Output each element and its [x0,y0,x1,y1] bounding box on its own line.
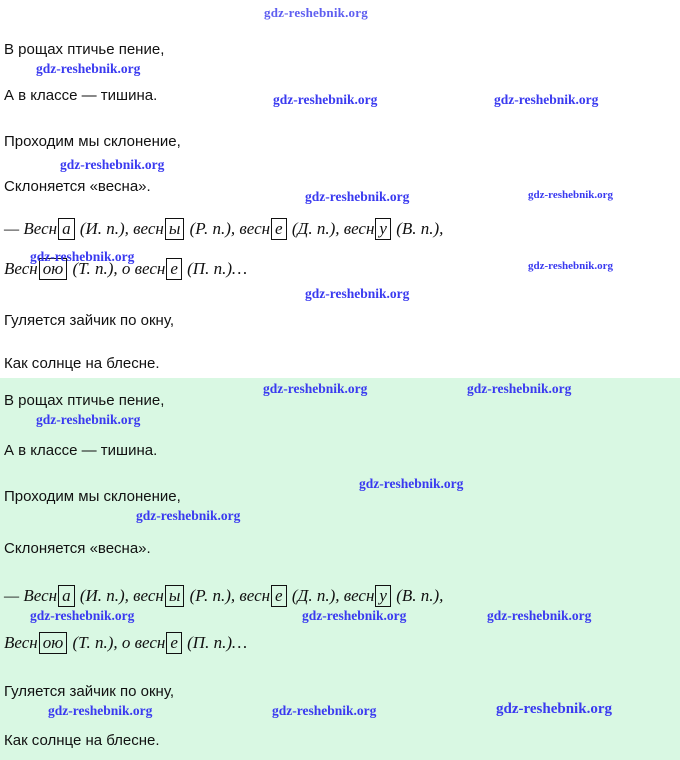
watermark: gdz-reshebnik.org [487,608,592,623]
ending-box: е [166,258,182,280]
poem-line: В рощах птичье пение, [4,392,165,409]
answer-prefix: — Весн [4,219,58,238]
ending-box: а [58,218,75,240]
closing-line: Гуляется зайчик по окну, [4,683,175,700]
ending-box: ою [39,632,68,654]
watermark: gdz-reshebnik.org [528,260,614,272]
poem-line: В рощах птичье пение, [4,41,165,58]
answer-mid: (Д. п.), весн [287,586,375,605]
answer-suffix: (П. п.)… [182,633,248,652]
top-watermark: gdz-reshebnik.org [264,5,368,20]
answer-mid: (Д. п.), весн [287,219,375,238]
watermark: gdz-reshebnik.org [467,381,572,396]
ending-box: у [375,585,391,607]
watermark: gdz-reshebnik.org [48,703,153,718]
answer-suffix: (П. п.)… [182,259,248,278]
answer-mid: (Т. п.), о весн [68,633,166,652]
watermark: gdz-reshebnik.org [302,608,407,623]
answer-mid: (И. п.), весн [75,219,164,238]
declension-answer-line-1 [4,585,443,607]
poem-line: Проходим мы склонение, [4,488,181,505]
declension-answer-line-2 [4,632,247,654]
watermark: gdz-reshebnik.org [496,701,612,717]
answer-prefix: Весн [4,259,38,278]
watermark: gdz-reshebnik.org [263,381,368,396]
watermark: gdz-reshebnik.org [30,608,135,623]
answer-mid: (Р. п.), весн [185,219,271,238]
watermark: gdz-reshebnik.org [305,189,410,204]
poem-line: А в классе — тишина. [4,87,158,104]
ending-box: е [271,218,287,240]
answer-mid: (Т. п.), о весн [68,259,166,278]
watermark: gdz-reshebnik.org [359,476,464,491]
answer-prefix: — Весн [4,586,58,605]
closing-line: Как солнце на блесне. [4,355,160,372]
declension-answer-line-1 [4,218,443,240]
watermark: gdz-reshebnik.org [136,508,241,523]
ending-box: ою [39,258,68,280]
answer-mid: (И. п.), весн [75,586,164,605]
watermark: gdz-reshebnik.org [36,412,141,427]
answer-suffix: (В. п.), [391,586,444,605]
watermark: gdz-reshebnik.org [273,92,378,107]
watermark: gdz-reshebnik.org [494,92,599,107]
watermark: gdz-reshebnik.org [272,703,377,718]
ending-box: ы [165,218,185,240]
watermark: gdz-reshebnik.org [305,286,410,301]
answer-suffix: (В. п.), [391,219,444,238]
ending-box: у [375,218,391,240]
ending-box: е [271,585,287,607]
ending-box: е [166,632,182,654]
watermark: gdz-reshebnik.org [36,61,141,76]
poem-line: А в классе — тишина. [4,442,158,459]
watermark: gdz-reshebnik.org [30,249,135,264]
ending-box: ы [165,585,185,607]
ending-box: а [58,585,75,607]
watermark: gdz-reshebnik.org [528,189,614,201]
answer-mid: (Р. п.), весн [185,586,271,605]
closing-line: Гуляется зайчик по окну, [4,312,175,329]
poem-line: Склоняется «весна». [4,540,151,557]
watermark: gdz-reshebnik.org [60,157,165,172]
poem-line: Склоняется «весна». [4,178,151,195]
poem-line: Проходим мы склонение, [4,133,181,150]
answer-prefix: Весн [4,633,38,652]
closing-line: Как солнце на блесне. [4,732,160,749]
